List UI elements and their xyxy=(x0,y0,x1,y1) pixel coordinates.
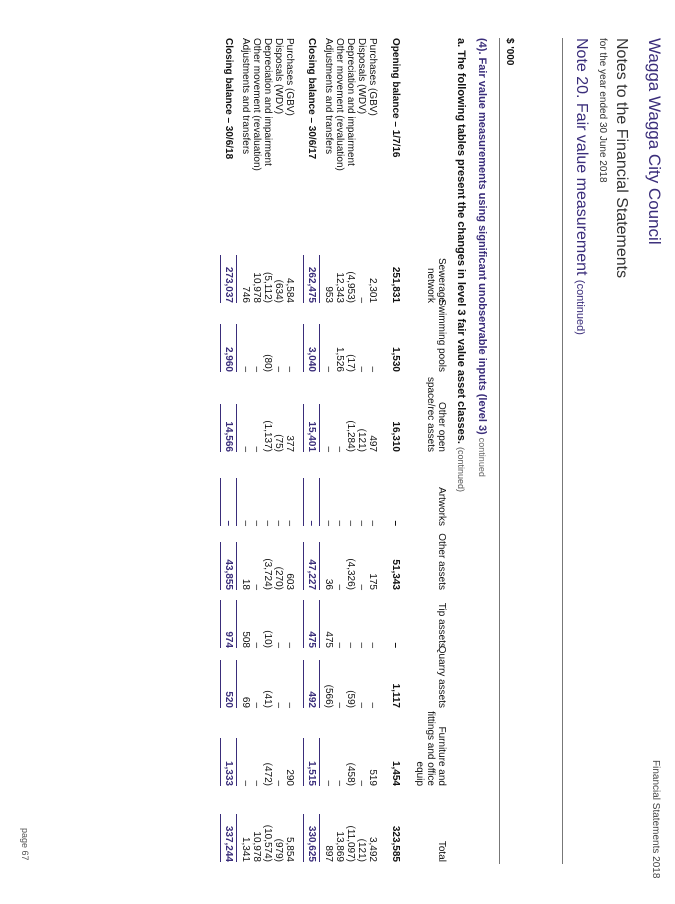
table-cell: – xyxy=(273,366,284,372)
total-underline xyxy=(303,600,304,648)
subsection-continued: (continued) xyxy=(456,447,466,493)
table-cell: 15,401 xyxy=(306,421,317,452)
table-cell: 475 xyxy=(306,631,317,648)
table-cell: – xyxy=(323,446,334,452)
table-cell: 974 xyxy=(223,631,234,648)
table-row xyxy=(305,38,317,864)
table-cell: 1,117 xyxy=(390,683,401,708)
total-underline xyxy=(319,738,320,786)
table-cell: – xyxy=(284,520,295,526)
row-label: Purchases (GBV) xyxy=(284,38,295,116)
table-cell: 13,869 xyxy=(334,831,345,862)
table-cell: – xyxy=(334,446,345,452)
table-cell: – xyxy=(273,520,284,526)
table-row xyxy=(222,38,234,864)
total-underline xyxy=(220,738,221,786)
table-cell: 1,530 xyxy=(390,346,401,372)
table-cell: (979) xyxy=(273,838,284,862)
table-cell: (41) xyxy=(262,690,273,708)
table-cell: 897 xyxy=(323,845,334,862)
total-underline xyxy=(220,600,221,648)
table-cell: (11,097) xyxy=(345,825,356,862)
note-heading xyxy=(572,38,590,335)
table-row xyxy=(239,38,251,864)
table-cell: – xyxy=(334,642,345,648)
table-cell: 43,855 xyxy=(223,559,234,590)
table-cell: – xyxy=(240,446,251,452)
table-cell: (10,574) xyxy=(262,824,273,862)
table-cell: – xyxy=(284,366,295,372)
table-cell: (75) xyxy=(273,434,284,452)
table-cell: 251,831 xyxy=(390,266,401,303)
row-label: Adjustments and transfers xyxy=(323,38,334,155)
table-cell: 18 xyxy=(240,578,251,590)
table-cell: 16,310 xyxy=(390,421,401,452)
table-cell: – xyxy=(251,702,262,708)
table-cell: (5,112) xyxy=(262,272,273,303)
row-label: Depreciation and impairment xyxy=(345,38,356,166)
total-underline xyxy=(319,478,320,526)
table-cell: – xyxy=(334,780,345,786)
table-cell: 1,526 xyxy=(334,346,345,372)
table-cell: – xyxy=(323,366,334,372)
table-cell: – xyxy=(251,446,262,452)
table-cell: 1,341 xyxy=(240,836,251,862)
total-underline xyxy=(303,324,304,372)
total-underline xyxy=(236,660,237,708)
table-cell: – xyxy=(334,702,345,708)
total-underline xyxy=(220,404,221,452)
table-row xyxy=(250,38,262,864)
report-title: Financial Statements 2018 xyxy=(650,760,661,879)
table-cell: – xyxy=(251,642,262,648)
subsection-heading xyxy=(455,38,467,492)
total-underline xyxy=(319,542,320,590)
table-cell: 51,343 xyxy=(390,559,401,590)
table-cell: 377 xyxy=(284,435,295,452)
table-cell: (1,137) xyxy=(262,420,273,452)
table-cell: – xyxy=(356,297,367,303)
table-cell: – xyxy=(367,366,378,372)
table-cell: (4,326) xyxy=(345,558,356,590)
table-cell: 520 xyxy=(223,691,234,708)
total-underline xyxy=(303,255,304,303)
table-cell: – xyxy=(356,702,367,708)
table-cell: 10,978 xyxy=(251,831,262,862)
table-row xyxy=(355,38,367,864)
total-underline xyxy=(303,404,304,452)
table-cell: – xyxy=(334,520,345,526)
table-cell: – xyxy=(356,584,367,590)
column-header: Other open space/rec assets xyxy=(425,376,447,452)
table-cell: – xyxy=(251,520,262,526)
table-cell: 10,978 xyxy=(251,272,262,303)
table-cell: – xyxy=(273,642,284,648)
total-underline xyxy=(236,404,237,452)
table-cell: 290 xyxy=(284,769,295,786)
table-cell: – xyxy=(367,520,378,526)
table-cell: – xyxy=(390,520,401,526)
table-cell: – xyxy=(306,520,317,526)
table-cell: 323,585 xyxy=(390,825,401,862)
table-cell: – xyxy=(323,780,334,786)
column-header: Other assets xyxy=(436,533,447,590)
section-heading xyxy=(476,38,488,477)
header-rule xyxy=(562,38,563,864)
total-underline xyxy=(303,660,304,708)
note-title: Note 20. Fair value measurement xyxy=(573,38,590,276)
row-label: Other movement (revaluation) xyxy=(251,38,262,171)
table-cell: – xyxy=(334,584,345,590)
table-cell: – xyxy=(284,642,295,648)
total-underline xyxy=(220,255,221,303)
table-cell: 330,625 xyxy=(306,825,317,862)
table-cell: – xyxy=(284,702,295,708)
table-cell: (270) xyxy=(273,566,284,590)
table-row xyxy=(272,38,284,864)
table-cell: – xyxy=(251,584,262,590)
total-underline xyxy=(236,814,237,862)
council-name: Wagga Wagga City Council xyxy=(645,38,664,245)
total-underline xyxy=(220,660,221,708)
table-row xyxy=(366,38,378,864)
total-underline xyxy=(303,478,304,526)
table-row xyxy=(283,38,295,864)
units-label: $ '000 xyxy=(504,38,515,66)
table-row xyxy=(344,38,356,864)
table-cell: 603 xyxy=(284,573,295,590)
table-cell: 36 xyxy=(323,578,334,590)
table-cell: (10) xyxy=(262,630,273,648)
column-header: Sewerage network xyxy=(425,257,447,303)
total-underline xyxy=(220,478,221,526)
table-cell: – xyxy=(240,520,251,526)
table-cell: – xyxy=(273,780,284,786)
row-label: Disposals (WDV) xyxy=(273,38,284,115)
row-label: Closing balance – 30/6/17 xyxy=(306,38,317,160)
column-header: Swimming pools xyxy=(436,299,447,372)
total-underline xyxy=(319,255,320,303)
row-label: Depreciation and impairment xyxy=(262,38,273,166)
table-row xyxy=(322,38,334,864)
total-underline xyxy=(319,660,320,708)
table-cell: – xyxy=(345,520,356,526)
table-cell: – xyxy=(240,780,251,786)
table-cell: 1,515 xyxy=(306,760,317,786)
total-underline xyxy=(303,542,304,590)
table-row xyxy=(261,38,273,864)
page-number: page 67 xyxy=(20,828,30,861)
row-label: Adjustments and transfers xyxy=(240,38,251,155)
total-underline xyxy=(303,814,304,862)
table-cell: – xyxy=(356,366,367,372)
total-underline xyxy=(220,324,221,372)
table-cell: – xyxy=(367,702,378,708)
table-cell: (566) xyxy=(323,684,334,708)
section-continued: continued xyxy=(477,437,487,477)
table-row xyxy=(333,38,345,864)
table-cell: – xyxy=(262,520,273,526)
row-label: Closing balance – 30/6/18 xyxy=(223,38,234,160)
row-label: Purchases (GBV) xyxy=(367,38,378,116)
table-cell: 475 xyxy=(323,631,334,648)
row-label: Other movement (revaluation) xyxy=(334,38,345,171)
table-cell: – xyxy=(251,780,262,786)
total-underline xyxy=(220,542,221,590)
section-title: (4). Fair value measurements using significant unobservable inputs (level 3) xyxy=(476,38,488,435)
table-cell: 47,227 xyxy=(306,559,317,590)
table-cell: 273,037 xyxy=(223,266,234,303)
table-cell: (80) xyxy=(262,354,273,372)
row-label: Disposals (WDV) xyxy=(356,38,367,115)
table-cell: (472) xyxy=(262,762,273,786)
table-cell: – xyxy=(356,780,367,786)
table-cell: 3,492 xyxy=(367,836,378,862)
table-cell: – xyxy=(251,366,262,372)
table-cell: – xyxy=(240,366,251,372)
table-cell: (3,724) xyxy=(262,558,273,590)
table-cell: 519 xyxy=(367,769,378,786)
table-cell: 262,475 xyxy=(306,266,317,303)
total-underline xyxy=(319,600,320,648)
table-cell: – xyxy=(356,520,367,526)
total-underline xyxy=(236,600,237,648)
total-underline xyxy=(236,738,237,786)
table-cell: 508 xyxy=(240,631,251,648)
table-cell: (17) xyxy=(345,354,356,372)
table-cell: 746 xyxy=(240,286,251,303)
table-cell: 12,343 xyxy=(334,272,345,303)
row-label: Opening balance – 1/7/16 xyxy=(390,38,401,158)
table-cell: 337,244 xyxy=(223,825,234,862)
table-cell: – xyxy=(345,642,356,648)
table-cell: (121) xyxy=(356,838,367,862)
table-cell: 5,854 xyxy=(284,836,295,862)
note-continued: (continued) xyxy=(574,279,586,335)
total-underline xyxy=(303,738,304,786)
column-header: Tip assets xyxy=(436,602,447,648)
total-underline xyxy=(236,478,237,526)
total-underline xyxy=(319,404,320,452)
table-cell: – xyxy=(367,642,378,648)
table-cell: 1,454 xyxy=(390,760,401,786)
total-underline xyxy=(236,542,237,590)
table-cell: 175 xyxy=(367,573,378,590)
table-cell: 492 xyxy=(306,691,317,708)
table-cell: – xyxy=(273,702,284,708)
total-underline xyxy=(319,324,320,372)
table-cell: – xyxy=(390,642,401,648)
notes-title: Notes to the Financial Statements xyxy=(613,38,630,279)
table-cell: – xyxy=(223,520,234,526)
table-cell: 14,566 xyxy=(223,421,234,452)
column-header: Total xyxy=(436,840,447,862)
table-cell: 953 xyxy=(323,286,334,303)
total-underline xyxy=(236,324,237,372)
column-header: Artworks xyxy=(436,487,447,526)
table-cell: 4,584 xyxy=(284,277,295,303)
subsection-title: a. The following tables present the changes in level 3 fair value asset classes. xyxy=(455,38,467,444)
column-header: Furniture and fittings and office equip xyxy=(414,711,447,786)
total-underline xyxy=(236,255,237,303)
table-cell: 69 xyxy=(240,696,251,708)
table-row xyxy=(389,38,401,864)
period-text: for the year ended 30 June 2018 xyxy=(597,38,608,183)
table-cell: (121) xyxy=(356,428,367,452)
column-header: Quarry assets xyxy=(436,645,447,708)
table-cell: – xyxy=(356,642,367,648)
table-cell: (4,953) xyxy=(345,271,356,303)
table-cell: 1,333 xyxy=(223,760,234,786)
table-cell: (634) xyxy=(273,279,284,303)
table-cell: (59) xyxy=(345,690,356,708)
total-underline xyxy=(319,814,320,862)
table-cell: 3,040 xyxy=(306,346,317,372)
table-cell: – xyxy=(323,520,334,526)
table-cell: 2,301 xyxy=(367,277,378,303)
units-rule xyxy=(499,38,500,864)
table-cell: 2,960 xyxy=(223,346,234,372)
table-cell: (458) xyxy=(345,762,356,786)
total-underline xyxy=(220,814,221,862)
table-cell: (1,284) xyxy=(345,420,356,452)
table-cell: 497 xyxy=(367,435,378,452)
